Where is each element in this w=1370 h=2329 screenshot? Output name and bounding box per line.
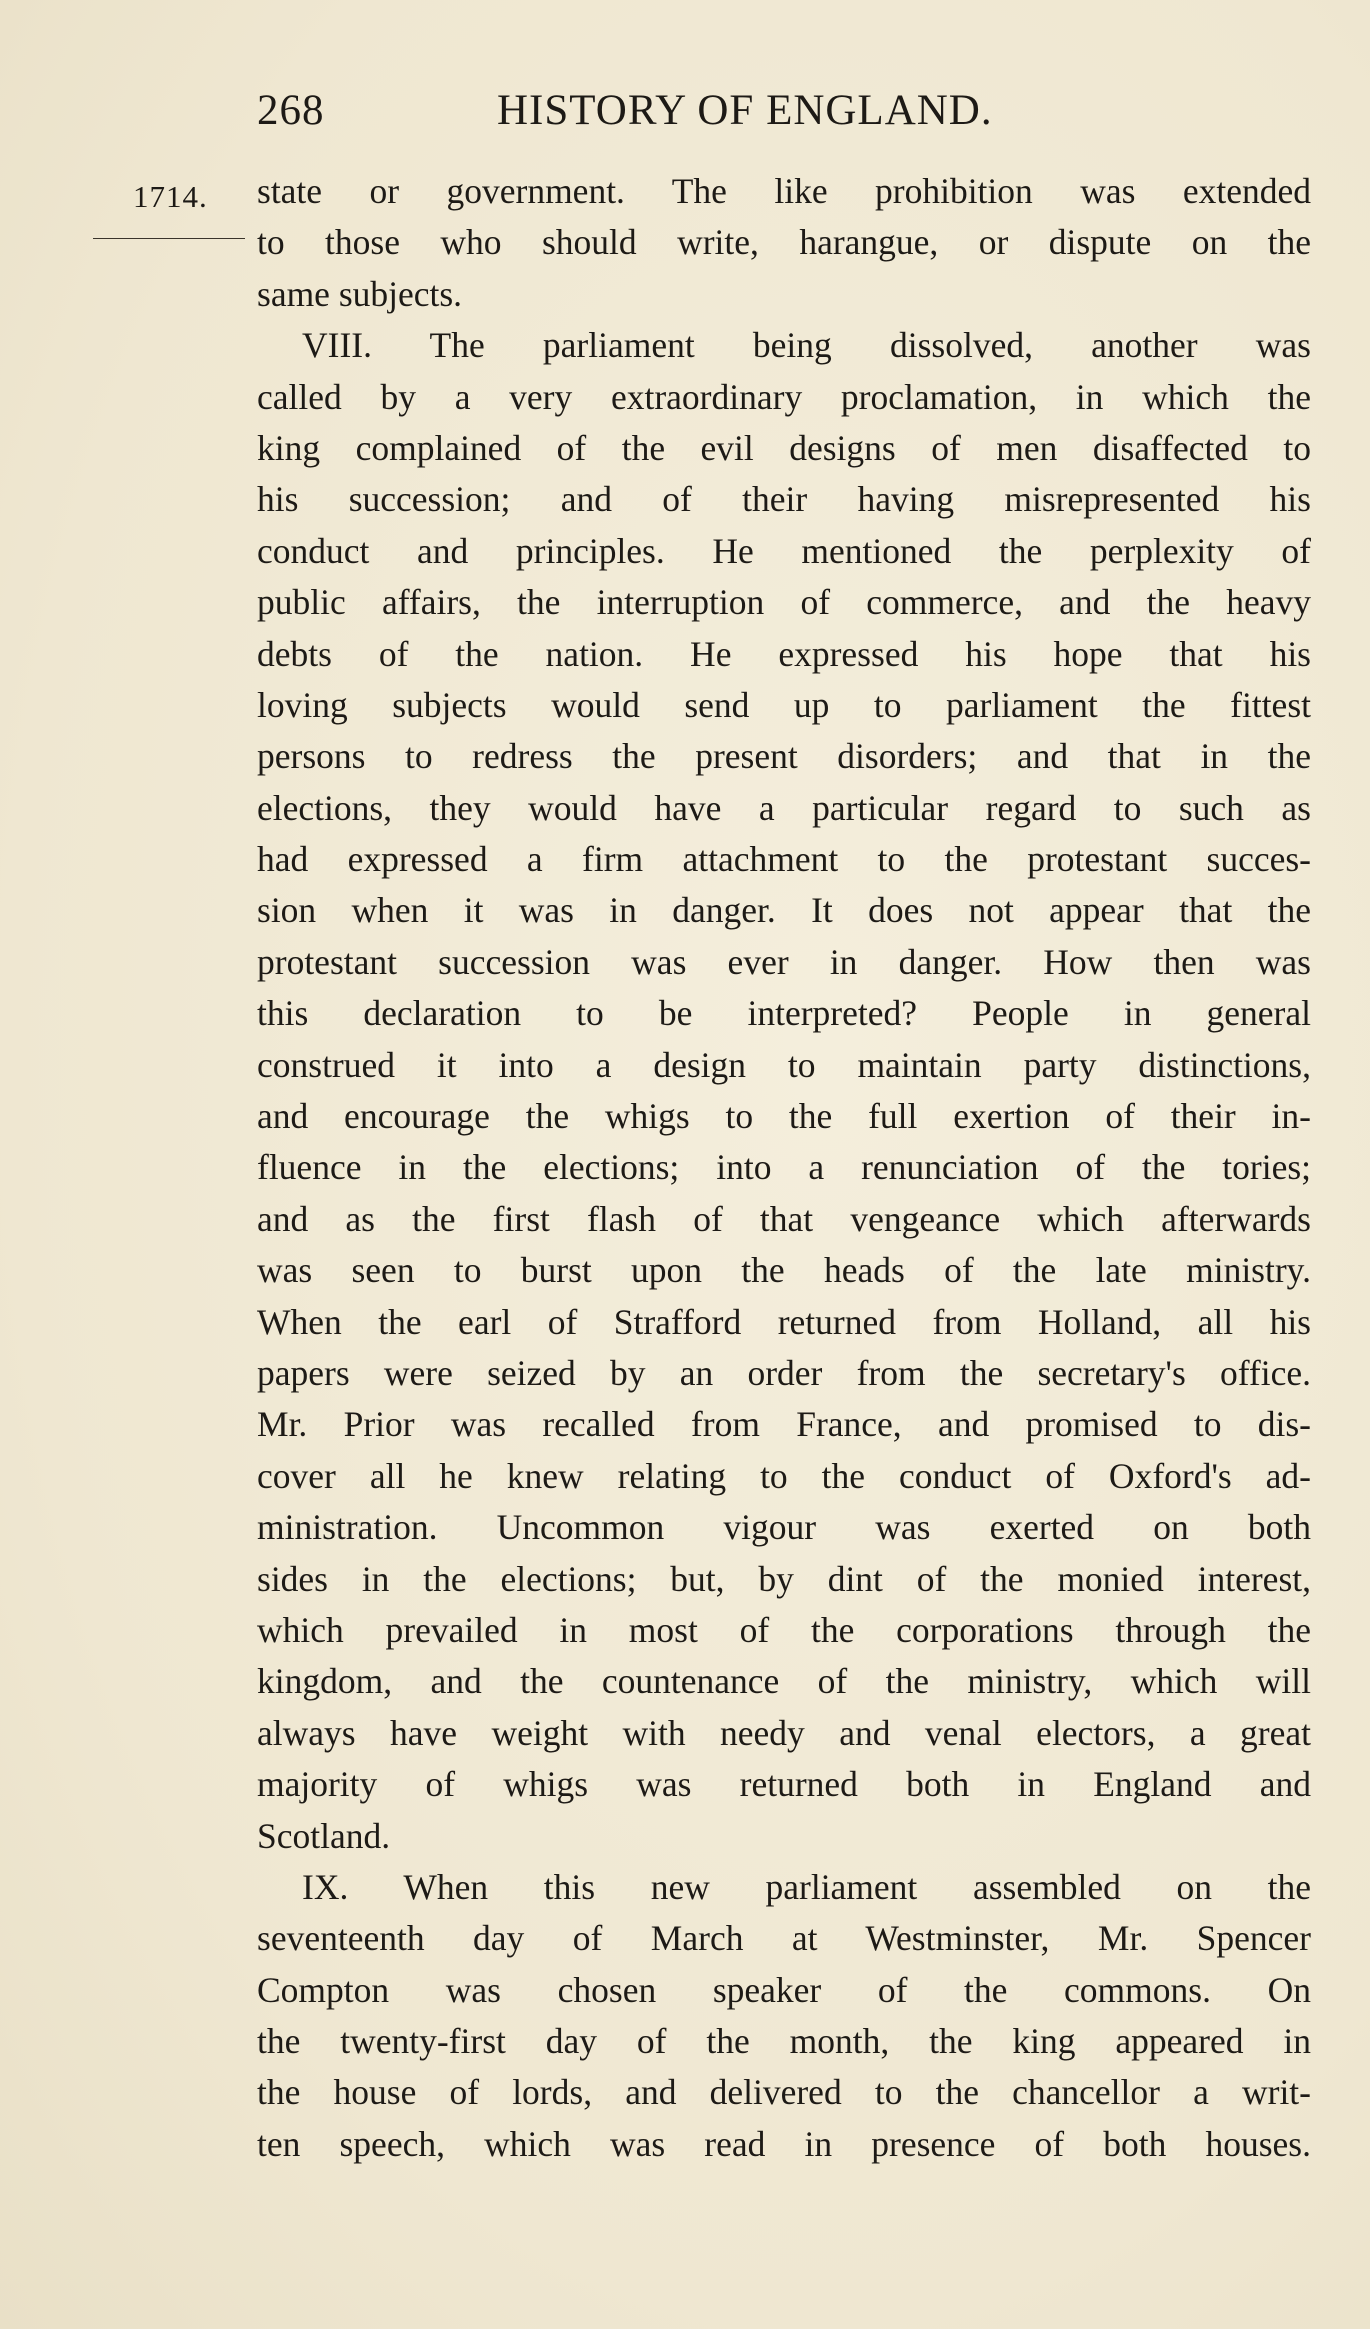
text-line: cover all he knew relating to the conduct of Oxford's ad- — [257, 1455, 1311, 1496]
text-line: king complained of the evil designs of men disaffected to — [257, 427, 1311, 468]
text-line: same subjects. — [257, 273, 463, 314]
text-line: Scotland. — [257, 1815, 391, 1856]
running-title: HISTORY OF ENGLAND. — [497, 87, 993, 134]
page-number: 268 — [257, 87, 325, 134]
body-text — [257, 166, 1311, 2170]
text-line: was seen to burst upon the heads of the late ministry. — [257, 1250, 1311, 1291]
text-line: ministration. Uncommon vigour was exerted on both — [257, 1507, 1311, 1548]
text-line: construed it into a design to maintain party distinctions, — [257, 1044, 1311, 1085]
text-line: always have weight with needy and venal electors, a great — [257, 1712, 1311, 1753]
margin-year: 1714. — [133, 179, 208, 214]
text-line: loving subjects would send up to parliament the fittest — [257, 684, 1311, 725]
text-line: the house of lords, and delivered to the chancellor a writ- — [257, 2072, 1311, 2113]
text-line: kingdom, and the countenance of the ministry, which will — [257, 1661, 1311, 1702]
text-line: had expressed a firm attachment to the protestant succes- — [257, 839, 1311, 880]
page-header — [257, 86, 1077, 146]
text-line: elections, they would have a particular regard to such as — [257, 787, 1311, 828]
text-line: majority of whigs was returned both in England and — [257, 1764, 1311, 1805]
text-line: conduct and principles. He mentioned the perplexity of — [257, 530, 1311, 571]
text-line: Mr. Prior was recalled from France, and promised to dis- — [257, 1404, 1311, 1445]
text-line: state or government. The like prohibition was extended — [257, 171, 1311, 211]
text-line: When the earl of Strafford returned from Holland, all his — [257, 1301, 1311, 1342]
text-line: to those who should write, harangue, or dispute on the — [257, 222, 1311, 263]
text-line: and encourage the whigs to the full exertion of their in- — [257, 1096, 1311, 1137]
text-line: protestant succession was ever in danger. How then was — [257, 941, 1311, 982]
text-line: persons to redress the present disorders; and that in the — [257, 736, 1311, 777]
text-line: and as the first flash of that vengeance which afterwards — [257, 1198, 1311, 1239]
text-line: sides in the elections; but, by dint of the monied interest, — [257, 1558, 1311, 1599]
text-line: seventeenth day of March at Westminster, Mr. Spencer — [257, 1918, 1311, 1959]
text-line: ten speech, which was read in presence of both houses. — [257, 2123, 1311, 2164]
text-line: fluence in the elections; into a renunciation of the tories; — [257, 1147, 1311, 1188]
text-line: VIII. The parliament being dissolved, another was — [302, 325, 1311, 366]
text-line: debts of the nation. He expressed his hope that his — [257, 633, 1311, 674]
text-line: IX. When this new parliament assembled on the — [302, 1866, 1311, 1907]
text-line: sion when it was in danger. It does not appear that the — [257, 890, 1311, 931]
text-line: the twenty-first day of the month, the king appeared in — [257, 2021, 1311, 2062]
margin-rule — [93, 238, 245, 239]
text-line: called by a very extraordinary proclamation, in which the — [257, 376, 1311, 417]
text-line: his succession; and of their having misrepresented his — [257, 479, 1311, 520]
text-line: papers were seized by an order from the secretary's office. — [257, 1352, 1311, 1393]
text-line: this declaration to be interpreted? People in general — [257, 993, 1311, 1034]
text-line: public affairs, the interruption of commerce, and the heavy — [257, 582, 1311, 623]
text-line: Compton was chosen speaker of the commons. On — [257, 1969, 1311, 2010]
text-line: which prevailed in most of the corporations through the — [257, 1609, 1311, 1650]
